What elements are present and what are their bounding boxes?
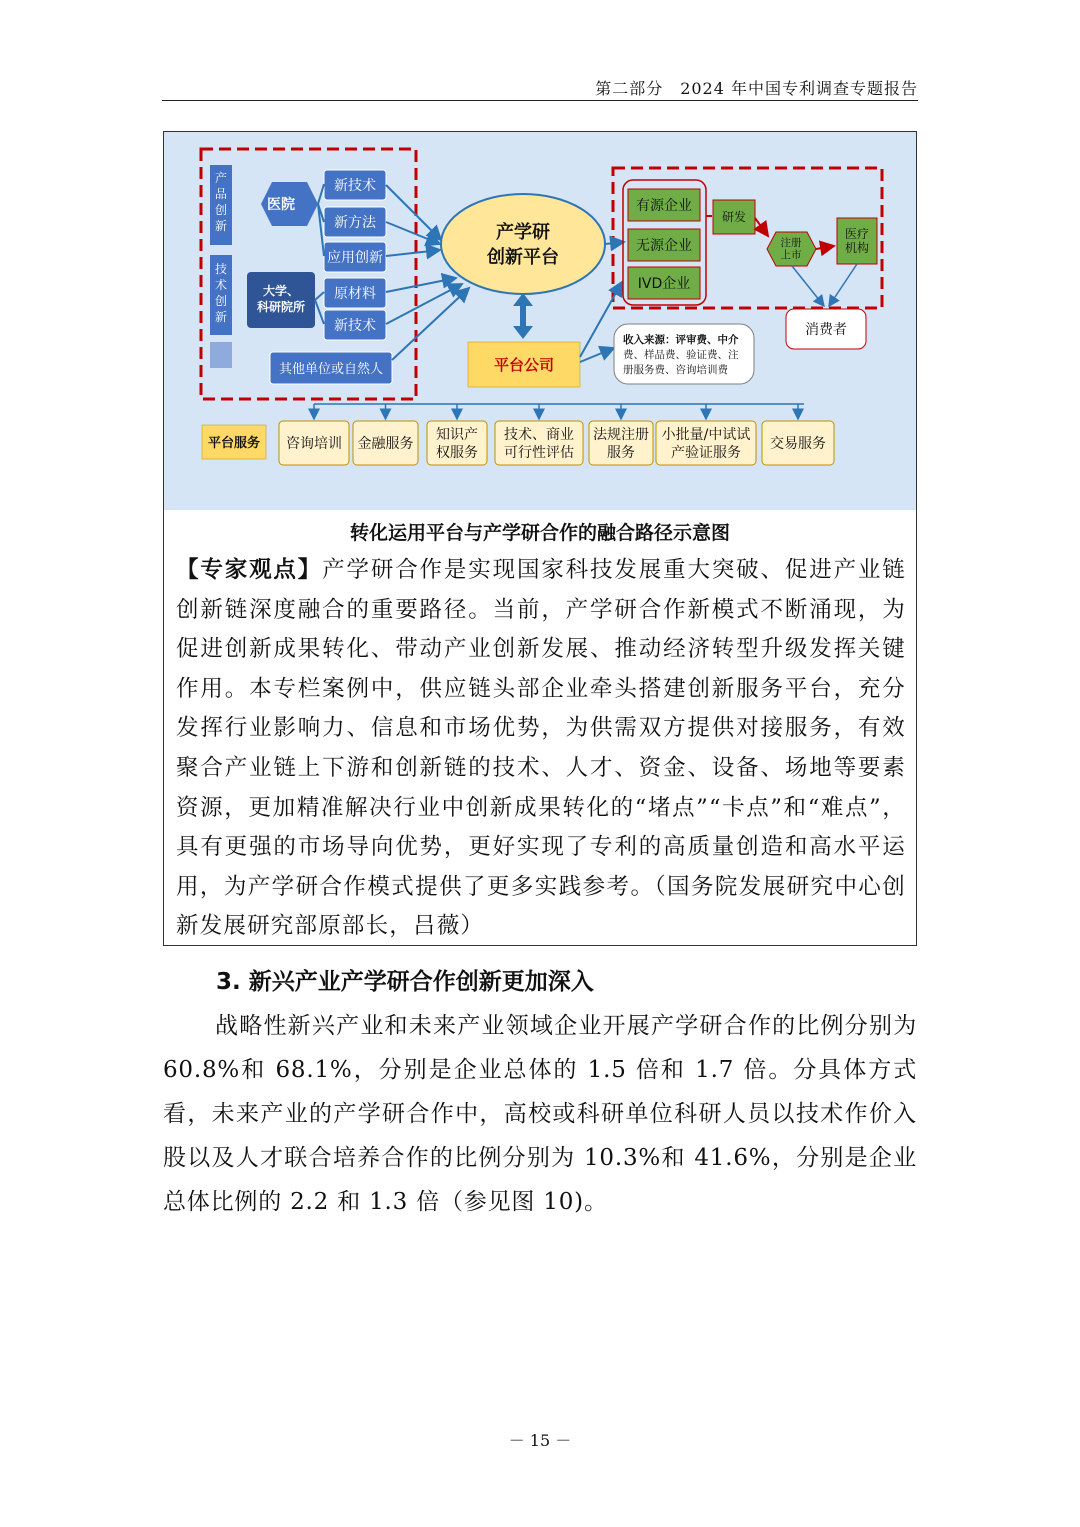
service-item-label: 金融服务 <box>357 436 414 452</box>
diagram-svg <box>164 132 916 510</box>
page-number: － 15 － <box>508 1431 572 1450</box>
section-heading: 3. 新兴产业产学研合作创新更加深入 <box>216 969 594 995</box>
income-label: 收入来源：评审费、中介费、样品费、验证费、注册服务费、咨询培训费 <box>623 334 739 376</box>
university-item-label: 原材料 <box>334 286 376 302</box>
service-item-label: 咨询培训 <box>286 436 342 452</box>
side-label-box <box>210 342 232 368</box>
service-item-label: 技术、商业可行性评估 <box>504 427 574 461</box>
center-platform-label: 产学研创新平台 <box>487 222 559 268</box>
hospital-item-label: 新方法 <box>334 215 376 231</box>
service-item-label: 小批量/中试试产验证服务 <box>661 427 751 461</box>
hospital-item-label: 应用创新 <box>327 250 383 266</box>
center-platform-ellipse <box>441 194 605 294</box>
enterprise-label: 有源企业 <box>636 198 692 214</box>
service-item-label: 法规注册服务 <box>593 427 649 461</box>
rnd-label: 研发 <box>721 210 747 224</box>
others-label: 其他单位或自然人 <box>278 362 384 377</box>
enterprise-label: IVD企业 <box>637 276 691 292</box>
hospital-label: 医院 <box>267 197 295 213</box>
expert-text: 产学研合作是实现国家科技发展重大突破、促进产业链创新链深度融合的重要路径。当前，产学研合作新模式不断涌现，为促进创新成果转化、带动产业创新发展、推动经济转型升级发挥关键作用。本专栏案例中，供应链头部企业牵头搭建创新服务平台，充分发挥行业影响力、信息和市场优势，为供需双方提供对接服务，有效聚合产业链上下游和创新链的技术、人才、资金、设备、场地等要素资源，更加精准解决行业中创新成果转化的“堵点”“卡点”和“难点”，具有更强的市场导向优势，更好实现了专利的高质量创造和高水平运用，为产学研合作模式提供了更多实践参考。（国务院发展研究中心创新发展研究部原部长，吕薇） <box>176 557 906 940</box>
listing-label: 注册上市 <box>780 237 802 261</box>
consumer-label: 消费者 <box>805 322 847 338</box>
enterprise-label: 无源企业 <box>636 238 692 254</box>
service-item-label: 知识产权服务 <box>436 427 478 461</box>
university-label: 大学、科研院所 <box>256 284 306 314</box>
case-box <box>163 131 917 946</box>
fusion-path-diagram <box>164 132 916 510</box>
side-label-tech: 技术创新 <box>214 262 228 324</box>
header-rule <box>162 100 918 101</box>
service-label: 平台服务 <box>207 436 261 451</box>
side-label-product: 产品创新 <box>214 171 228 233</box>
service-item-label: 交易服务 <box>770 436 826 452</box>
medical-label: 医疗机构 <box>844 227 870 255</box>
running-header: 第二部分 2024 年中国专利调查专题报告 <box>595 79 918 98</box>
body-paragraph: 战略性新兴产业和未来产业领域企业开展产学研合作的比例分别为 60.8%和 68.1%，分别是企业总体的 1.5 倍和 1.7 倍。分具体方式看，未来产业的产学研合作中，高校或科研单位科研人员以技术作价入股以及人才联合培养合作的比例分别为 10.3%和 41.6%，分别是企业总体比例的 2.2 和 1.3 倍（参见图 10)。 <box>163 1013 917 1215</box>
hospital-item-label: 新技术 <box>334 178 376 194</box>
expert-opinion <box>176 551 906 947</box>
diagram-caption: 转化运用平台与产学研合作的融合路径示意图 <box>349 522 730 544</box>
expert-tag: 【专家观点】 <box>176 557 323 583</box>
platform-company-label: 平台公司 <box>493 356 555 374</box>
university-item-label: 新技术 <box>334 318 376 334</box>
